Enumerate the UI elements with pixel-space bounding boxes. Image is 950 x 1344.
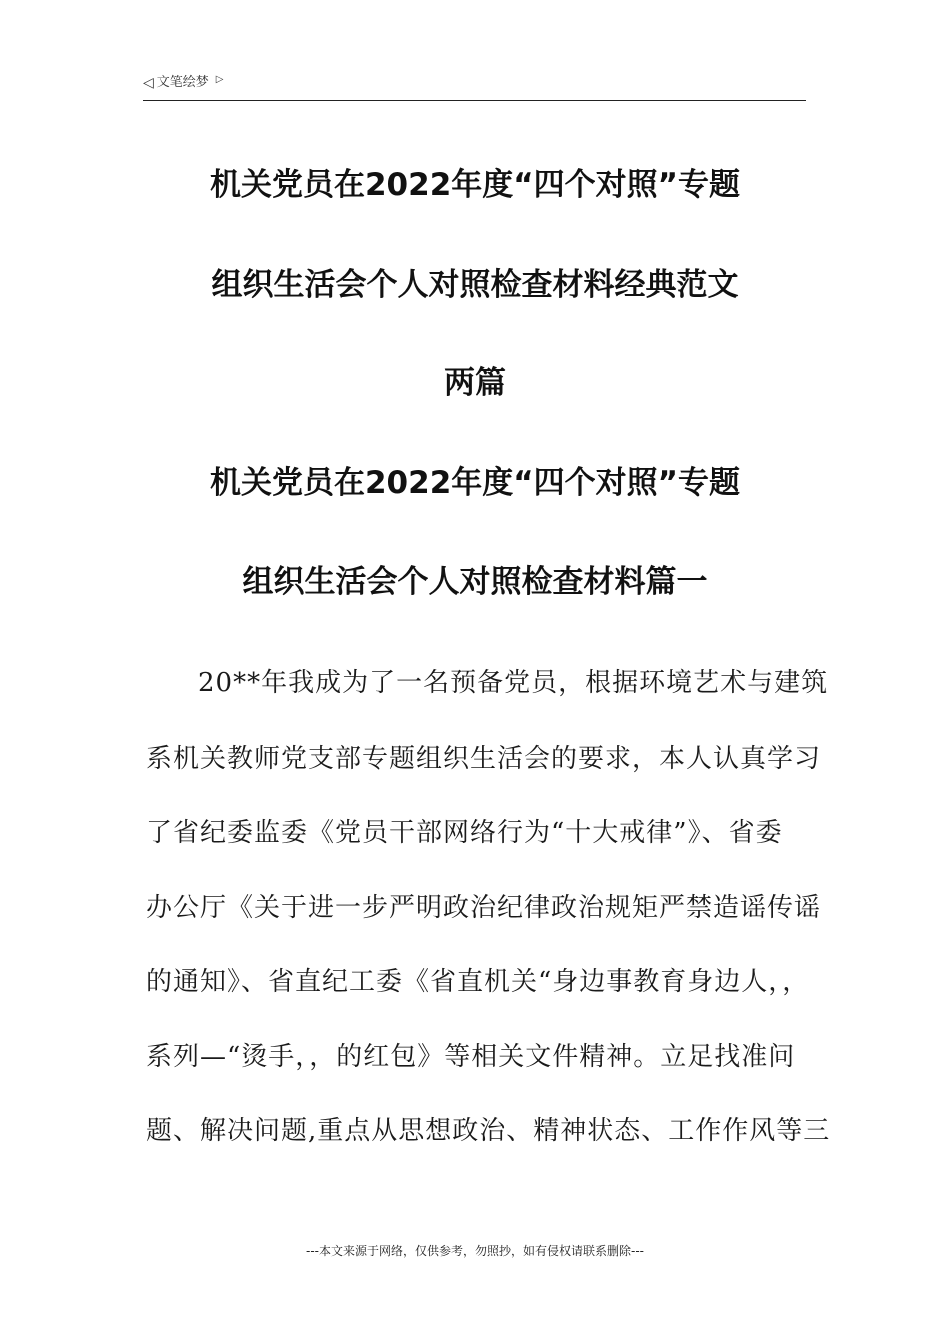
triangle-right-icon: ▷ <box>215 74 224 85</box>
main-title-line-3: 两篇 <box>444 365 506 401</box>
footer-notice: ---本文来源于网络，仅供参考，勿照抄，如有侵权请联系删除--- <box>306 1244 644 1258</box>
main-title-line-2: 组织生活会个人对照检查材料经典范文 <box>211 267 739 303</box>
body-paragraph-line: 系机关教师党支部专题组织生活会的要求，本人认真学习 <box>146 744 822 774</box>
header-brand <box>143 74 224 92</box>
body-paragraph-line: 办公厅《关于进一步严明政治纪律政治规矩严禁造谣传谣 <box>146 893 822 923</box>
triangle-left-icon: ◁ <box>143 75 154 91</box>
section-title-line-1: 机关党员在2022年度“四个对照”专题 <box>209 465 741 501</box>
page-header <box>143 74 806 101</box>
body-paragraph-line: 的通知》、省直纪工委《省直机关“身边事教育身边人，， <box>146 967 810 997</box>
body-paragraph-line: 20**年我成为了一名预备党员，根据环境艺术与建筑 <box>198 668 829 698</box>
body-paragraph-line: 了省纪委监委《党员干部网络行为“十大戒律”》、省委 <box>146 818 783 848</box>
body-paragraph-line: 系列—“烫手，，的红包》等相关文件精神。立足找准问 <box>146 1042 796 1072</box>
body-paragraph-line: 题、解决问题,重点从思想政治、精神状态、工作作风等三 <box>146 1116 831 1146</box>
header-brand-text: 文笔绘梦 <box>156 75 209 90</box>
main-title-line-1: 机关党员在2022年度“四个对照”专题 <box>209 167 741 203</box>
section-title-line-2: 组织生活会个人对照检查材料篇一 <box>242 564 708 600</box>
